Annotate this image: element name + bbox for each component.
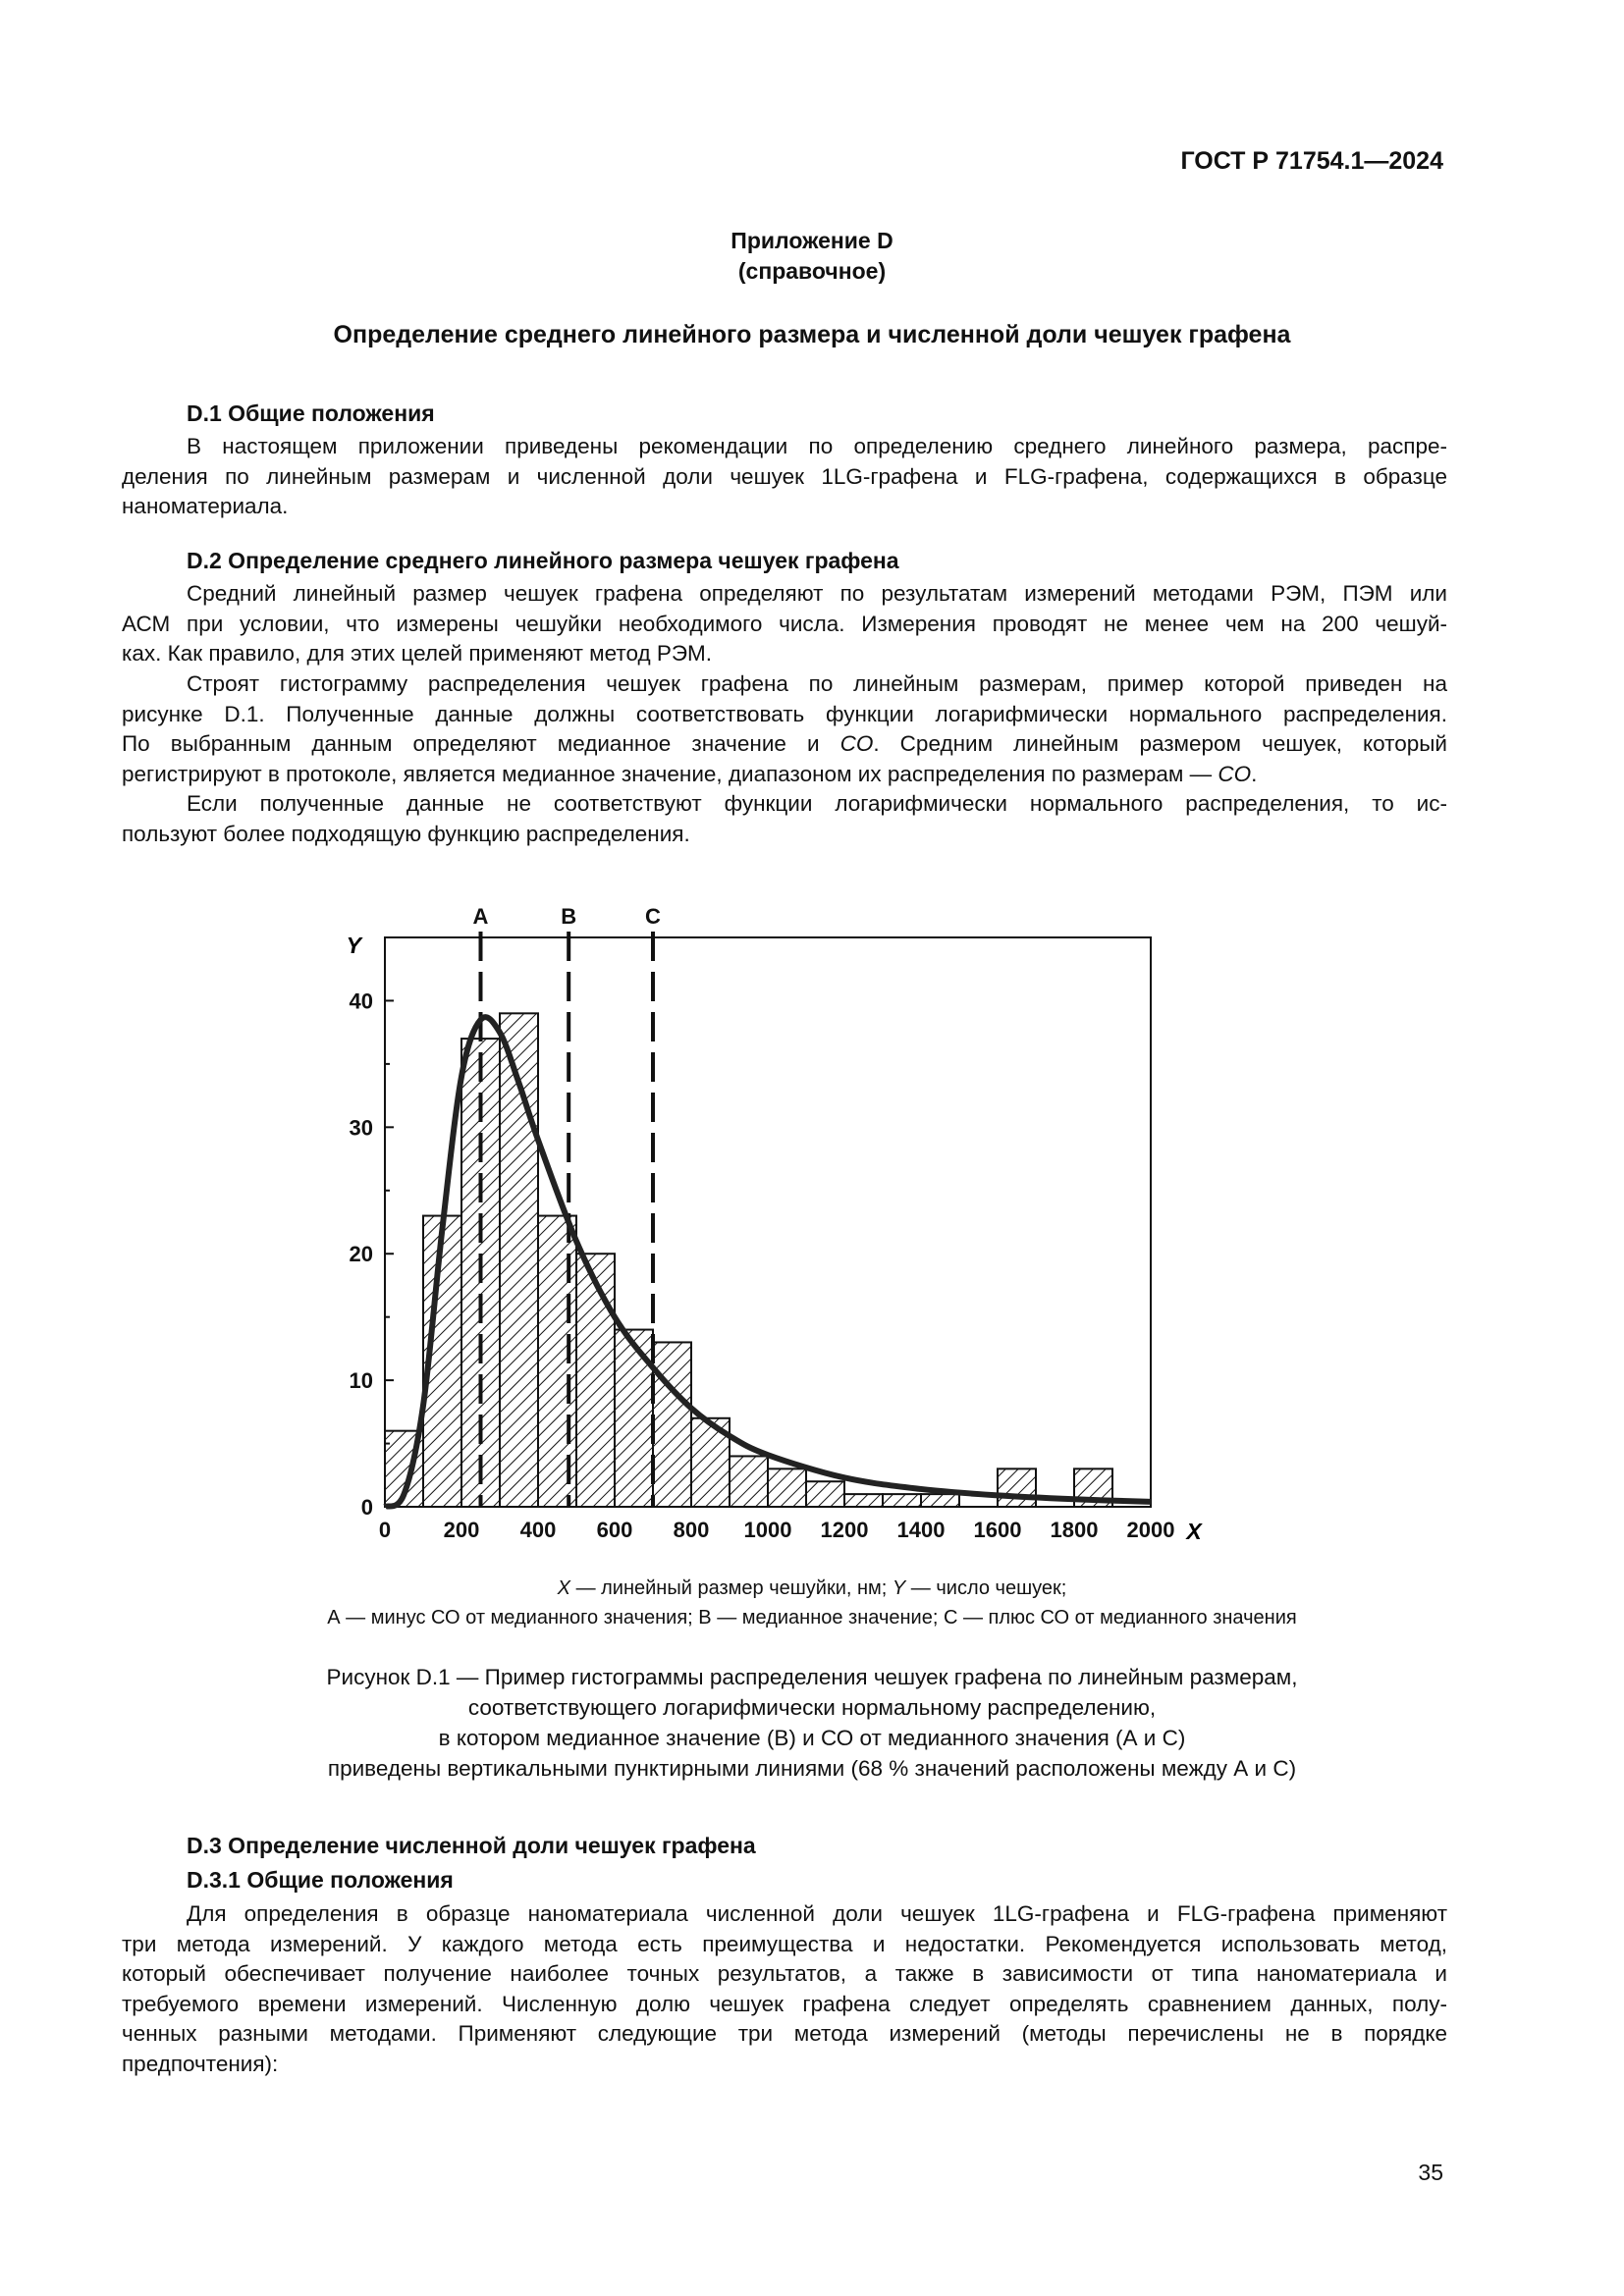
x-tick-label: 400 [519, 1518, 557, 1542]
x-tick-label: 600 [596, 1518, 633, 1542]
co-term: CO [839, 731, 874, 756]
legend-x-symbol: X [557, 1577, 571, 1599]
text-fragment: По выбранным данным определяют медианное значение и [122, 731, 840, 756]
x-tick-label: 2000 [1126, 1518, 1175, 1542]
text-fragment: регистрируют в протоколе, является медианное значение, диапазоном их распределения по размерам — [122, 761, 1218, 786]
text-line: АСМ при условии, что измерены чешуйки необходимого числа. Измерения проводят не менее чем на 200 чешуй- [122, 611, 1447, 636]
y-axis-label: Y [346, 933, 361, 958]
x-tick-label: 1000 [743, 1518, 792, 1542]
histogram-chart [177, 908, 1257, 1561]
text-fragment: . [1251, 761, 1258, 786]
figure-legend [177, 1574, 1447, 1632]
x-tick-label: 1200 [820, 1518, 869, 1542]
section-d2-paragraph-1 [122, 579, 1447, 669]
text-line: деления по линейным размерам и численной доли чешуек 1LG-графена и FLG-графена, содержащихся в образце [122, 463, 1447, 489]
caption-line: приведены вертикальными пунктирными линиями (68 % значений расположены между А и С) [327, 1756, 1297, 1781]
section-d3-heading: D.3 Определение численной доли чешуек графена [187, 1833, 756, 1858]
y-tick-label: 0 [360, 1495, 373, 1520]
section-d1-paragraph [122, 432, 1447, 522]
figure-caption [177, 1662, 1447, 1784]
legend-line-2: А — минус СО от медианного значения; В — медианное значение; С — плюс СО от медианного значения [327, 1607, 1297, 1629]
histogram-bar [844, 1494, 883, 1507]
marker-label: C [645, 908, 661, 929]
text-line: пользуют более подходящую функцию распределения. [122, 821, 690, 846]
section-d31-heading: D.3.1 Общие положения [187, 1867, 454, 1893]
y-tick-label: 30 [349, 1115, 373, 1141]
text-line [122, 760, 1447, 790]
caption-line: Рисунок D.1 — Пример гистограммы распределения чешуек графена по линейным размерам, [326, 1665, 1298, 1689]
histogram-bar [730, 1456, 768, 1507]
text-line: Если полученные данные не соответствуют функции логарифмически нормального распределения, то ис- [187, 791, 1447, 816]
histogram-bar [768, 1468, 806, 1507]
text-line: предпочтения): [122, 2051, 279, 2076]
x-tick-labels [379, 1518, 1175, 1542]
marker-label: A [472, 908, 489, 929]
legend-line-1 [177, 1574, 1447, 1603]
x-tick-label: 1600 [973, 1518, 1022, 1542]
text-line: ченных разными методами. Применяют следующие три метода измерений (методы перечислены не в порядке [122, 2021, 1447, 2046]
x-tick-label: 0 [378, 1518, 392, 1542]
page-number: 35 [1418, 2160, 1443, 2185]
text-fragment: . Средним линейным размером чешуек, который [873, 731, 1447, 756]
x-axis-label: X [1186, 1519, 1202, 1544]
text-line: Строят гистограмму распределения чешуек графена по линейным размерам, пример которой приведен на [187, 671, 1447, 696]
histogram-bar [883, 1494, 921, 1507]
text-line: наноматериала. [122, 494, 289, 518]
text-line: три метода измерений. У каждого метода есть преимущества и недостатки. Рекомендуется использовать метод, [122, 1931, 1447, 1956]
legend-y-text: — число чешуек; [905, 1577, 1067, 1599]
document-title: Определение среднего линейного размера и численной доли чешуек графена [333, 321, 1291, 348]
section-d2-heading: D.2 Определение среднего линейного размера чешуек графена [187, 548, 899, 573]
text-line: который обеспечивает получение наиболее точных результатов, а также в зависимости от типа наноматериала и [122, 1961, 1447, 1986]
marker-label: B [561, 908, 577, 929]
x-tick-label: 1800 [1050, 1518, 1099, 1542]
y-tick-label: 10 [349, 1368, 373, 1394]
section-d2-paragraph-2 [122, 669, 1447, 789]
histogram-bar [921, 1494, 959, 1507]
text-line: требуемого времени измерений. Численную долю чешуек графена следует определять сравнением данных, полу- [122, 1991, 1447, 2016]
histogram-bar [653, 1342, 691, 1507]
text-line: В настоящем приложении приведены рекомендации по определению среднего линейного размера, распре- [187, 434, 1447, 458]
section-d2-paragraph-3 [122, 789, 1447, 849]
text-line: Для определения в образце наноматериала численной доли чешуек 1LG-графена и FLG-графена применяют [187, 1901, 1447, 1926]
y-tick-labels [350, 988, 373, 1520]
annex-status: (справочное) [737, 258, 887, 284]
histogram-bars [385, 1013, 1112, 1507]
caption-line: в котором медианное значение (В) и СО от медианного значения (А и С) [438, 1726, 1186, 1750]
document-header: ГОСТ Р 71754.1—2024 [1180, 147, 1443, 175]
histogram-bar [806, 1481, 844, 1507]
legend-y-symbol: Y [892, 1577, 906, 1599]
histogram-bar [576, 1254, 615, 1507]
x-tick-label: 1400 [896, 1518, 946, 1542]
annex-title [177, 226, 1447, 287]
legend-x-text: — линейный размер чешуйки, нм; [570, 1577, 893, 1599]
y-tick-label: 40 [349, 988, 373, 1014]
y-tick-label: 20 [349, 1242, 373, 1267]
text-line: Средний линейный размер чешуек графена определяют по результатам измерений методами РЭМ, ПЭМ или [187, 581, 1447, 606]
section-d31-paragraph [122, 1899, 1447, 2079]
co-term: CO [1218, 761, 1252, 786]
x-tick-label: 200 [443, 1518, 480, 1542]
caption-line: соответствующего логарифмически нормальному распределению, [467, 1695, 1157, 1720]
text-line: рисунке D.1. Полученные данные должны соответствовать функции логарифмически нормального распределения. [122, 701, 1447, 726]
text-line: ках. Как правило, для этих целей применяют метод РЭМ. [122, 641, 713, 666]
section-d1-heading: D.1 Общие положения [187, 400, 435, 426]
histogram-bar [998, 1468, 1036, 1507]
x-tick-label: 800 [673, 1518, 710, 1542]
annex-label: Приложение D [731, 228, 893, 253]
text-line [122, 729, 1447, 760]
